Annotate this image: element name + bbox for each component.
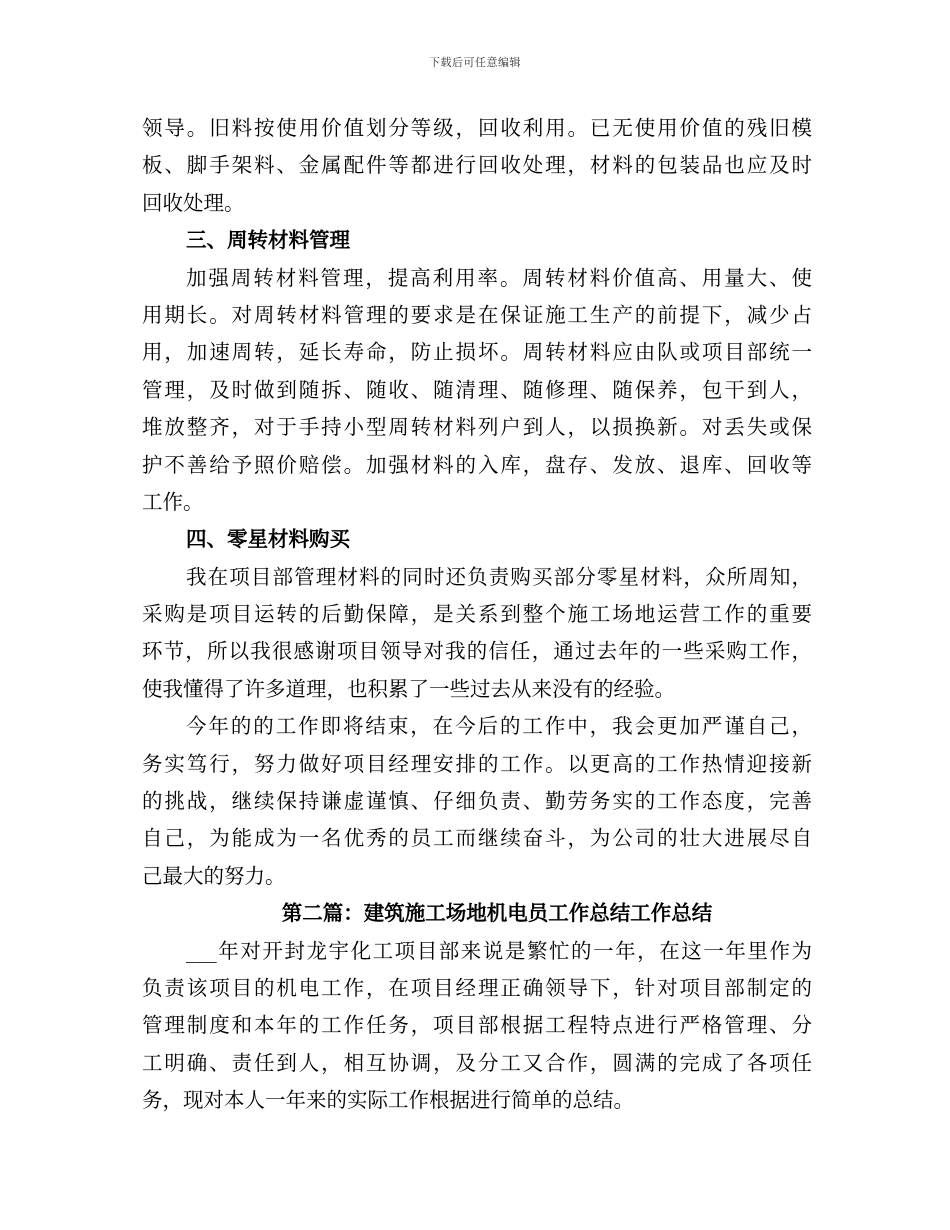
text-line: 今年的的工作即将结束，在今后的工作中，我会更加严谨自己， <box>186 714 812 739</box>
text-line: 堆放整齐，对于手持小型周转材料列户到人，以损换新。对丢失或保 <box>142 415 812 440</box>
text-line: 务，现对本人一年来的实际工作根据进行简单的总结。 <box>142 1088 634 1113</box>
text-line: 我在项目部管理材料的同时还负责购买部分零星材料，众所周知， <box>186 564 812 589</box>
text-line: 自己，为能成为一名优秀的员工而继续奋斗，为公司的壮大进展尽自 <box>142 826 812 851</box>
text-line: 环节，所以我很感谢项目领导对我的信任，通过去年的一些采购工作， <box>142 639 812 664</box>
text-line: 工作。 <box>142 489 204 514</box>
text-line: 采购是项目运转的后勤保障，是关系到整个施工场地运营工作的重要 <box>142 602 812 627</box>
text-line: 使我懂得了许多道理，也积累了一些过去从来没有的经验。 <box>142 676 675 701</box>
text-line: 用，加速周转，延长寿命，防止损坏。周转材料应由队或项目部统一 <box>142 340 812 365</box>
text-line: 用期长。对周转材料管理的要求是在保证施工生产的前提下，减少占 <box>142 302 812 327</box>
chapter-title: 第二篇：建筑施工场地机电员工作总结工作总结 <box>281 901 713 926</box>
text-line: ___年对开封龙宇化工项目部来说是繁忙的一年，在这一年里作为 <box>186 938 812 963</box>
text-line: 回收处理。 <box>142 190 245 215</box>
text-line: 护不善给予照价赔偿。加强材料的入库，盘存、发放、退库、回收等 <box>142 452 812 477</box>
text-line: 板、脚手架料、金属配件等都进行回收处理，材料的包装品也应及时 <box>142 153 812 178</box>
section-heading: 三、周转材料管理 <box>186 228 350 253</box>
text-line: 务实笃行，努力做好项目经理安排的工作。以更高的工作热情迎接新 <box>142 751 812 776</box>
text-line: 管理制度和本年的工作任务，项目部根据工程特点进行严格管理、分 <box>142 1013 812 1038</box>
section-heading: 四、零星材料购买 <box>186 527 350 552</box>
header-note: 下载后可任意编辑 <box>429 56 521 69</box>
text-line: 的挑战，继续保持谦虚谨慎、仔细负责、勤劳务实的工作态度，完善 <box>142 789 812 814</box>
document-body <box>142 110 812 1120</box>
text-line: 加强周转材料管理，提高利用率。周转材料价值高、用量大、使 <box>186 265 812 290</box>
text-line: 管理，及时做到随拆、随收、随清理、随修理、随保养，包干到人， <box>142 377 812 402</box>
text-line: 领导。旧料按使用价值划分等级，回收利用。已无使用价值的残旧模 <box>142 116 812 140</box>
text-line: 工明确、责任到人，相互协调，及分工又合作，圆满的完成了各项任 <box>142 1050 812 1075</box>
text-line: 负责该项目的机电工作，在项目经理正确领导下，针对项目部制定的 <box>142 975 812 1000</box>
text-line: 己最大的努力。 <box>142 863 286 888</box>
